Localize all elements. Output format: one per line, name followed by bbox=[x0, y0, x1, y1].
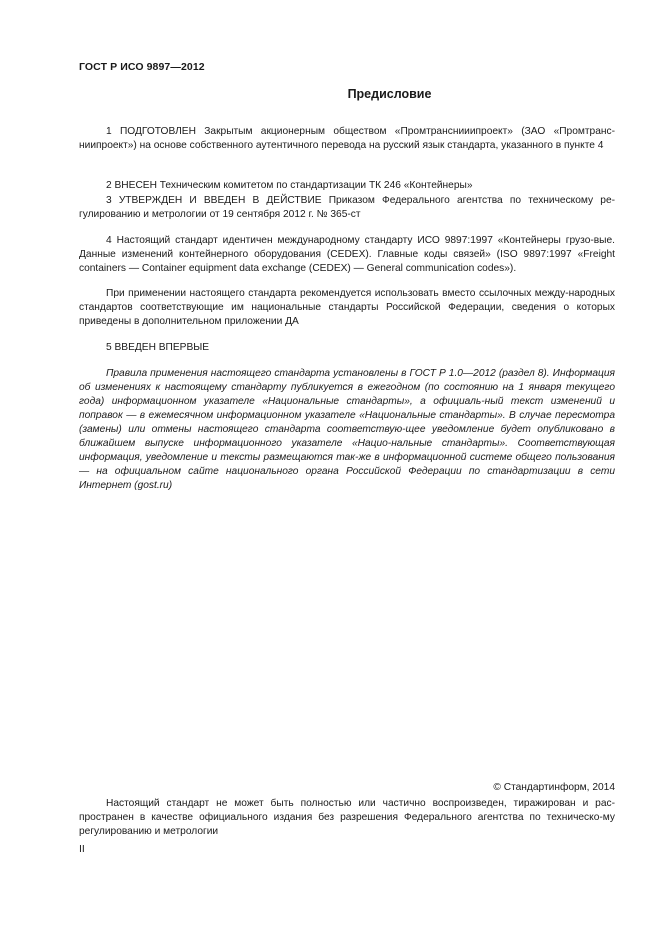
rules-paragraph bbox=[79, 367, 615, 493]
reproduction-notice-text: Настоящий стандарт не может быть полностью или частично воспроизведен, тиражирован и рас-пространен в качестве официального издания без разрешения Федерального агентства по техническо-му регулированию и метрологии bbox=[79, 798, 615, 837]
reproduction-notice bbox=[79, 797, 615, 839]
paragraph-5 bbox=[79, 341, 615, 355]
page-number: II bbox=[79, 843, 85, 855]
paragraph-4b bbox=[79, 287, 615, 329]
paragraph-4b-text: При применении настоящего стандарта рекомендуется использовать вместо ссылочных между-народных стандартов соответствующие им национальные стандарты Российской Федерации, сведения о которых приведены в дополнительном приложении ДА bbox=[79, 288, 615, 327]
paragraph-1 bbox=[79, 125, 615, 153]
paragraph-5-text: 5 ВВЕДЕН ВПЕРВЫЕ bbox=[106, 342, 210, 353]
copyright-line: © Стандартинформ, 2014 bbox=[493, 782, 615, 793]
paragraph-2-text: 2 ВНЕСЕН Техническим комитетом по стандартизации ТК 246 «Контейнеры» bbox=[106, 180, 473, 191]
paragraph-3-text: 3 УТВЕРЖДЕН И ВВЕДЕН В ДЕЙСТВИЕ Приказом Федерального агентства по техническому ре-гулированию и метрологии от 19 сентября 2012 г. № 365-ст bbox=[79, 195, 615, 220]
rules-text: Правила применения настоящего стандарта установлены в ГОСТ Р 1.0—2012 (раздел 8). Информация об изменениях к настоящему стандарту публикуется в ежегодном (по состоянию на 1 января текущего года) информационном указателе «Национальные стандарты», а официаль-ный текст изменений и поправок — в ежемесячном информационном указателе «Национальные стандарты». В случае пересмотра (замены) или отмены настоящего стандарта соответствую-щее уведомление будет опубликовано в ближайшем выпуске информационного указателе «Нацио-нальные стандарты». Соответствующая информация, уведомление и тексты размещаются так-же в информационной системе общего пользования — на официальном сайте национального органа Российской Федерации по стандартизации в сети Интернет (gost.ru) bbox=[79, 368, 615, 491]
paragraph-4-text: 4 Настоящий стандарт идентичен международному стандарту ИСО 9897:1997 «Контейнеры грузо-вые. Данные изменений контейнерного оборудования (CEDEX). Главные коды связей» (ISO 9897:1997 «Freight containers — Container equipment data exchange (CEDEX) — General communication codes»). bbox=[79, 235, 615, 274]
page-title bbox=[0, 87, 661, 101]
standard-header: ГОСТ Р ИСО 9897—2012 bbox=[79, 61, 205, 73]
paragraph-4 bbox=[79, 234, 615, 276]
paragraph-2 bbox=[79, 179, 615, 193]
paragraph-1-text: 1 ПОДГОТОВЛЕН Закрытым акционерным обществом «Промтранснииипроект» (ЗАО «Промтранс-ниипроект») на основе собственного аутентичного перевода на русский язык стандарта, указанного в пункте 4 bbox=[79, 126, 615, 151]
foreword-heading: Предисловие bbox=[347, 87, 432, 101]
paragraph-3 bbox=[79, 194, 615, 222]
